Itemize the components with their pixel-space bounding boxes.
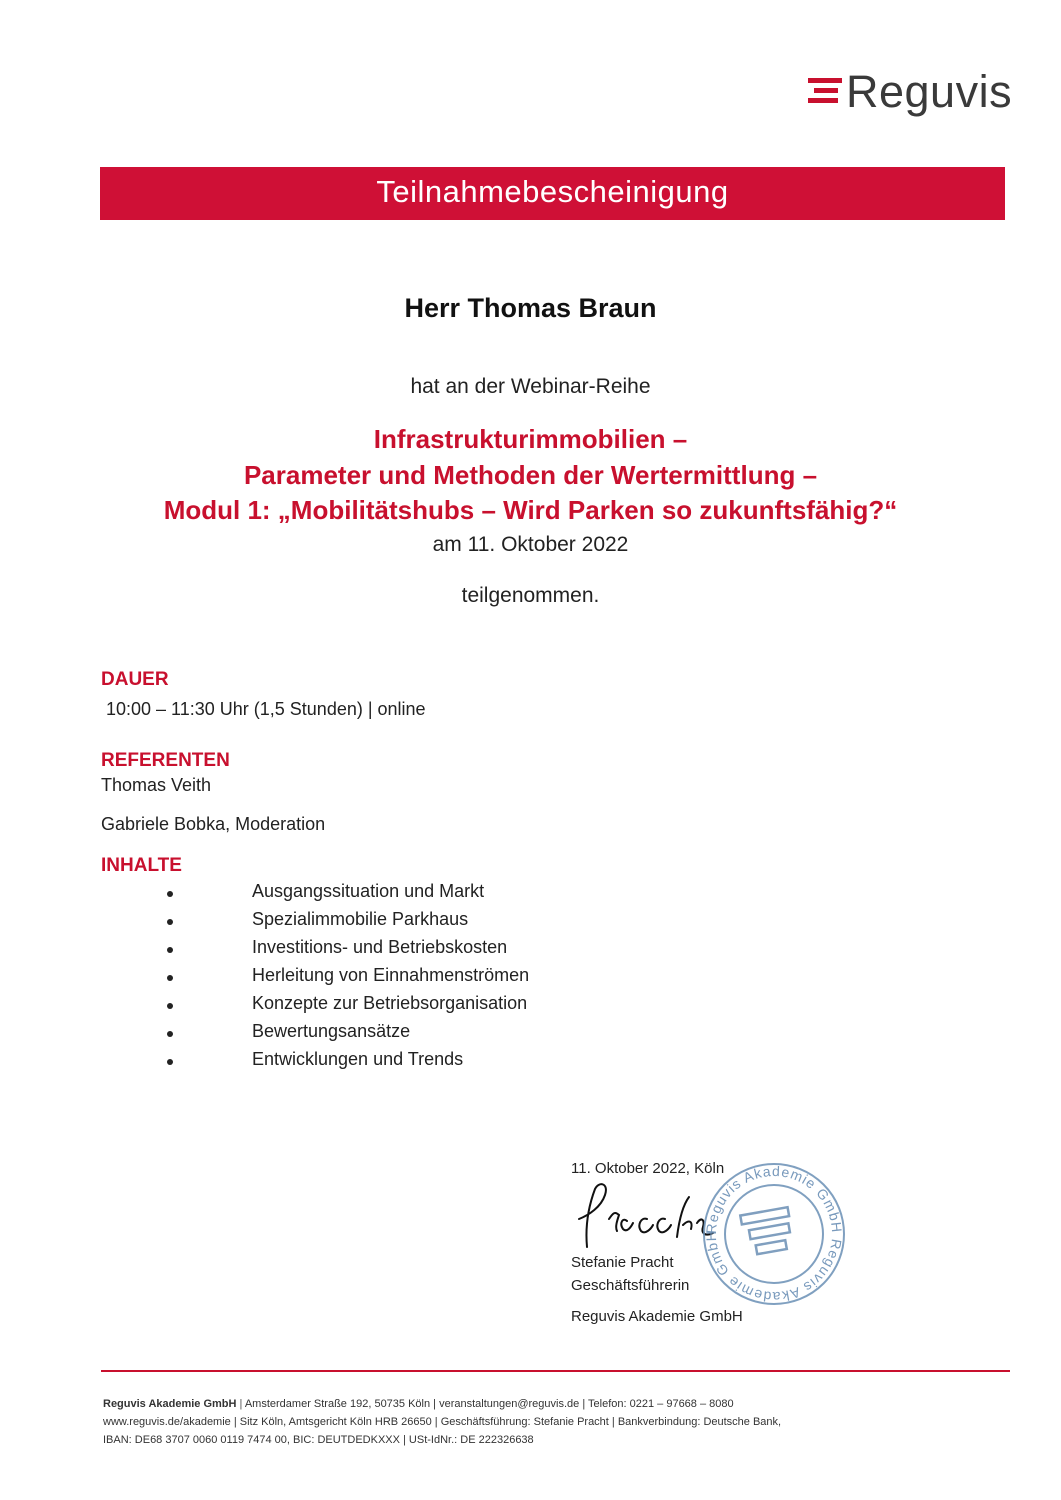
company-stamp (700, 1160, 848, 1308)
duration-value: 10:00 – 11:30 Uhr (1,5 Stunden) | online (106, 699, 426, 719)
reguvis-logo (808, 66, 1013, 120)
speaker-name: Gabriele Bobka, Moderation (101, 814, 326, 834)
event-title-line: Infrastrukturimmobilien – (373, 424, 688, 454)
signatory-role: Geschäftsführerin (571, 1277, 690, 1294)
event-title-line: Modul 1: „Mobilitätshubs – Wird Parken so zukunftsfähig?“ (163, 495, 898, 525)
bullet-icon (167, 891, 173, 897)
intro-text: hat an der Webinar-Reihe (410, 375, 651, 398)
speakers-heading: REFERENTEN (101, 750, 230, 771)
bullet-icon (167, 947, 173, 953)
event-title-line: Parameter und Methoden der Wertermittlung – (243, 460, 818, 490)
recipient-name: Herr Thomas Braun (404, 293, 657, 323)
bullet-icon (167, 975, 173, 981)
bullet-icon (167, 1031, 173, 1037)
footer-company: Reguvis Akademie GmbH (103, 1398, 237, 1410)
speaker-name: Thomas Veith (101, 775, 212, 795)
signature-place-date: 11. Oktober 2022, Köln (571, 1160, 725, 1177)
footer-line: IBAN: DE68 3707 0060 0119 7474 00, BIC: DEUTDEDKXXX | USt-IdNr.: DE 222326638 (103, 1434, 534, 1446)
duration-heading: DAUER (101, 669, 169, 690)
bullet-icon (167, 1059, 173, 1065)
bullet-icon (167, 1003, 173, 1009)
contents-heading: INHALTE (101, 855, 182, 876)
title-band (100, 167, 1005, 220)
logo-mark-icon (808, 78, 842, 106)
event-date: am 11. Oktober 2022 (432, 533, 629, 556)
footer-address: Amsterdamer Straße 192, 50735 Köln | veranstaltungen@reguvis.de | Telefon: 0221 – 97668 – 8080 (244, 1398, 734, 1410)
signatory-organization: Reguvis Akademie GmbH (571, 1308, 743, 1325)
signatory-name: Stefanie Pracht (571, 1254, 674, 1271)
footer-divider (101, 1370, 1010, 1372)
logo-wordmark: Reguvis (846, 66, 1013, 117)
footer-line: Reguvis Akademie GmbH | Amsterdamer Straße 192, 50735 Köln | veranstaltungen@reguvis.de | Telefon: 0221 – 97668 – 8080 (103, 1398, 734, 1410)
svg-text:Reguvis Akademie GmbH Reguvis: Reguvis Akademie GmbH Reguvis Akademie GmbH (702, 1162, 846, 1306)
closing-text: teilgenommen. (461, 584, 600, 607)
document-title: Teilnahmebescheinigung (376, 174, 729, 209)
footer-line: www.reguvis.de/akademie | Sitz Köln, Amtsgericht Köln HRB 26650 | Geschäftsführung: Stefanie Pracht | Bankverbindung: Deutsche Bank, (103, 1416, 782, 1428)
bullet-icon (167, 919, 173, 925)
